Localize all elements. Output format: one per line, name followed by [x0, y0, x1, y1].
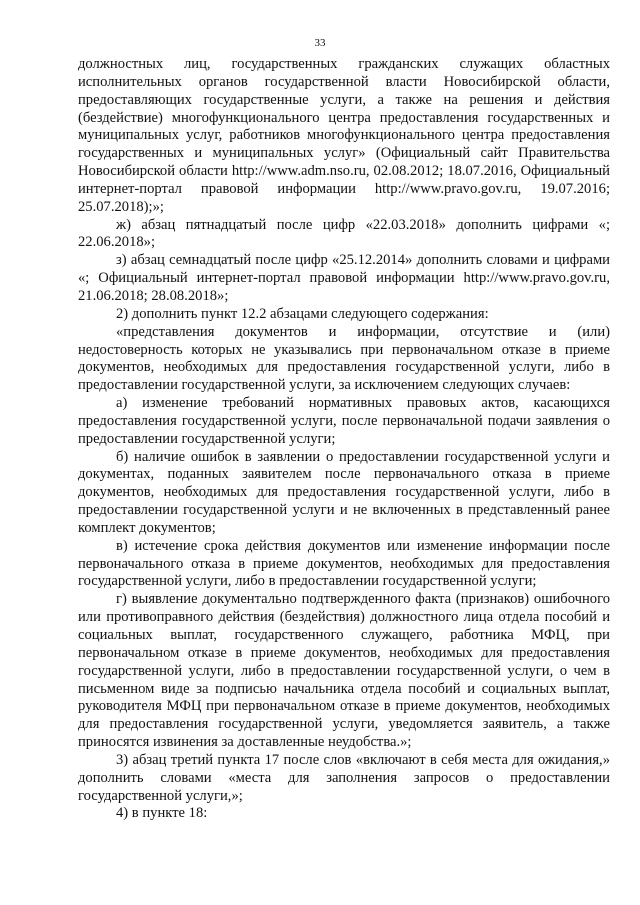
paragraph-item-zh: ж) абзац пятнадцатый после цифр «22.03.2018» дополнить цифрами «; 22.06.2018»;: [78, 216, 610, 251]
document-body: [78, 56, 610, 823]
page-number: 33: [314, 37, 326, 49]
paragraph-quoted-intro: «представления документов и информации, отсутствие и (или) недостоверность которых не указывались при первоначальном отказе в приеме документов, необходимых для предоставления государственной услуги, либо в предоставлении государственной услуги, за исключением следующих случаев:: [78, 323, 610, 394]
paragraph-subitem-b: б) наличие ошибок в заявлении о предоставлении государственной услуги и документах, поданных заявителем после первоначального отказа в приеме документов, необходимых для предоставления государственной услуги, либо в предоставлении государственной услуги и не включенных в представленный ранее комплект документов;: [78, 448, 610, 536]
paragraph-item-3: 3) абзац третий пункта 17 после слов «включают в себя места для ожидания,» дополнить словами «места для заполнения запросов о предоставлении государственной услуги,»;: [78, 751, 610, 804]
paragraph-continuation: должностных лиц, государственных гражданских служащих областных исполнительных органов государственной власти Новосибирской области, предоставляющих государственные услуги, а также на решения и действия (бездействие) многофункционального центра предоставления государственных и муниципальных услуг, работников многофункционального центра предоставления государственных и муниципальных услуг» (Официальный сайт Правительства Новосибирской области http://www.adm.nso.ru, 02.08.2012; 18.07.2016, Официальный интернет-портал правовой информации http://www.pravo.gov.ru, 19.07.2016; 25.07.2018);»;: [78, 56, 610, 215]
paragraph-item-2: 2) дополнить пункт 12.2 абзацами следующего содержания:: [116, 305, 489, 322]
paragraph-subitem-a: а) изменение требований нормативных правовых актов, касающихся предоставления государственной услуги, после первоначальной подачи заявления о предоставлении государственной услуги;: [78, 395, 610, 447]
paragraph-subitem-v: в) истечение срока действия документов или изменение информации после первоначального отказа в приеме документов, необходимых для предоставления государственной услуги, либо в предоставлении государственной услуги;: [78, 537, 610, 590]
paragraph-item-z: з) абзац семнадцатый после цифр «25.12.2014» дополнить словами и цифрами «; Официальный интернет-портал правовой информации http://www.pravo.gov.ru, 21.06.2018; 28.08.2018»;: [78, 252, 610, 304]
paragraph-item-4: 4) в пункте 18:: [116, 805, 208, 822]
paragraph-subitem-g: г) выявление документально подтвержденного факта (признаков) ошибочного или противоправного действия (бездействия) должностного лица отдела пособий и социальных выплат, государственного служащего, работника МФЦ, при первоначальном отказе в приеме документов, необходимых для предоставления государственной услуги, либо в предоставлении государственной услуги, о чем в письменном виде за подписью начальника отдела пособий и социальных выплат, руководителя МФЦ при первоначальном отказе в приеме документов, необходимых для предоставления государственной услуги, уведомляется заявитель, а также приносятся извинения за доставленные неудобства.»;: [78, 591, 610, 751]
